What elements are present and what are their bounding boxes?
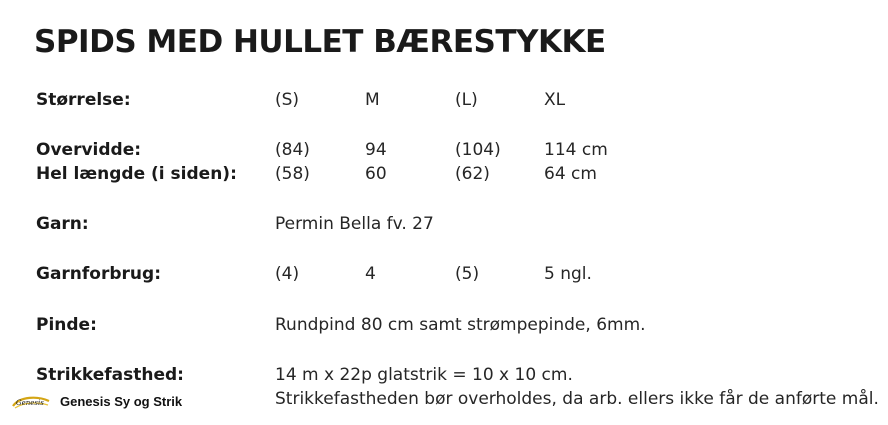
- yarn-value: Permin Bella fv. 27: [275, 214, 434, 234]
- yarn-usage-label: Garnforbrug:: [36, 264, 161, 284]
- yarn-usage-m: 4: [365, 264, 376, 284]
- full-length-xl: 64 cm: [544, 164, 597, 184]
- gauge-label: Strikkefasthed:: [36, 365, 184, 385]
- chest-width-l: (104): [455, 140, 501, 160]
- pattern-title: SPIDS MED HULLET BÆRESTYKKE: [34, 24, 606, 60]
- shop-name: Genesis Sy og Strik: [60, 394, 183, 409]
- needles-label: Pinde:: [36, 315, 97, 335]
- size-l: (L): [455, 90, 478, 110]
- yarn-usage-xl: 5 ngl.: [544, 264, 592, 284]
- size-m: M: [365, 90, 380, 110]
- full-length-s: (58): [275, 164, 310, 184]
- genesis-logo: [10, 393, 52, 411]
- chest-width-s: (84): [275, 140, 310, 160]
- size-s: (S): [275, 90, 300, 110]
- yarn-label: Garn:: [36, 214, 89, 234]
- chest-width-label: Overvidde:: [36, 140, 142, 160]
- gauge-value: 14 m x 22p glatstrik = 10 x 10 cm.: [275, 365, 573, 385]
- sizes-label: Størrelse:: [36, 90, 131, 110]
- full-length-label: Hel længde (i siden):: [36, 164, 237, 184]
- chest-width-xl: 114 cm: [544, 140, 608, 160]
- needles-value: Rundpind 80 cm samt strømpepinde, 6mm.: [275, 315, 646, 335]
- genesis-logo-text: Genesis: [16, 399, 44, 407]
- size-xl: XL: [544, 90, 566, 110]
- full-length-l: (62): [455, 164, 490, 184]
- chest-width-m: 94: [365, 140, 387, 160]
- yarn-usage-l: (5): [455, 264, 480, 284]
- gauge-note: Strikkefastheden bør overholdes, da arb. ellers ikke får de anførte mål.: [275, 389, 879, 409]
- full-length-m: 60: [365, 164, 387, 184]
- yarn-usage-s: (4): [275, 264, 300, 284]
